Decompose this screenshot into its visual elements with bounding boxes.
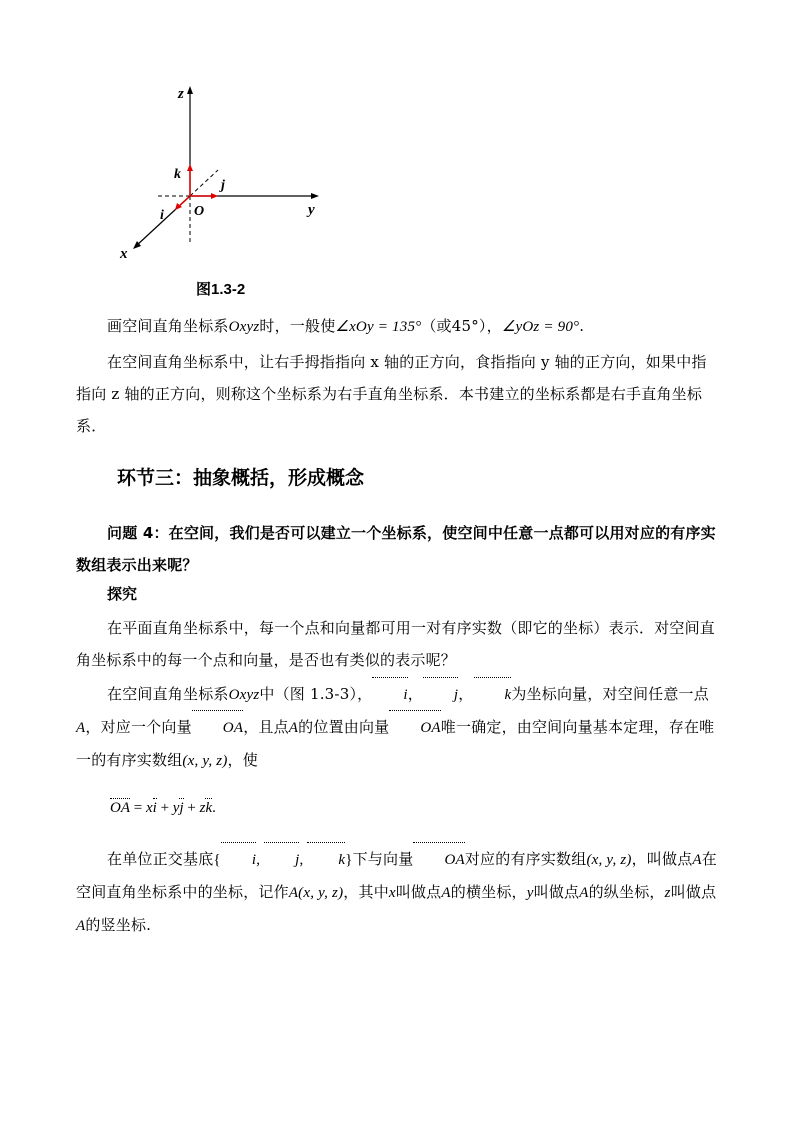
vector-j: j — [264, 844, 299, 876]
text: . — [579, 317, 585, 335]
vector-i: i — [221, 844, 256, 876]
text: ，对应一个向量 — [85, 718, 192, 736]
comma: , — [256, 852, 265, 868]
math-angle-yoz: ∠yOz = 90° — [501, 319, 580, 335]
text: 时，一般使 — [259, 317, 336, 335]
coef-y: y — [172, 800, 180, 816]
paragraph-right-hand: 在空间直角坐标系中，让右手拇指指向 x 轴的正方向，食指指向 y 轴的正方向，如果中指指向 z 轴的正方向，则称这个坐标系为右手直角坐标系．本书建立的坐标系都是右手直角坐标系． — [76, 353, 707, 435]
x-dash — [190, 170, 218, 196]
paragraph-explore: 在平面直角坐标系中，每一个点和向量都可用一对有序实数（即它的坐标）表示．对空间直角坐标系中的每一个点和向量，是否也有类似的表示呢？ — [76, 619, 716, 669]
text: 唯一确定，由空间向量基本定理，存在唯一的有序实数组 — [76, 718, 715, 769]
text: 叫做点 — [670, 883, 717, 901]
text: 的横坐标， — [450, 883, 527, 901]
paragraph-draw-system — [76, 310, 721, 343]
text: 中（图 1.3-3）， — [259, 685, 373, 703]
text: 的竖坐标. — [85, 916, 152, 934]
i-label: i — [160, 208, 164, 223]
vector-equation — [110, 798, 216, 817]
text: 对应的有序实数组 — [464, 850, 587, 868]
text: 的位置由向量 — [298, 718, 390, 736]
text: ，叫做点 — [631, 850, 693, 868]
vector-k: k — [205, 800, 213, 816]
math-system: Oxyz — [228, 319, 260, 335]
origin-label: O — [194, 204, 205, 219]
plus-sign: + — [183, 800, 200, 816]
question-4: 问题 4：在空间，我们是否可以建立一个坐标系，使空间中任意一点都可以用对应的有序实数组表示出来呢？ — [76, 524, 716, 574]
text: ，使 — [227, 751, 258, 769]
text: 为坐标向量，对空间任意一点 — [511, 685, 709, 703]
vector-oa: OA — [413, 844, 464, 876]
section-heading: 环节三：抽象概括，形成概念 — [117, 467, 365, 489]
text: ，其中 — [343, 883, 389, 901]
coef-z: z — [199, 800, 206, 816]
coordinate-system-figure — [110, 78, 350, 268]
math-x: x — [388, 885, 396, 901]
z-axis-arrow — [187, 86, 193, 94]
point-a: A — [76, 720, 86, 736]
period: . — [212, 800, 216, 816]
point-a: A — [692, 852, 702, 868]
plus-sign: + — [156, 800, 173, 816]
text: 画空间直角坐标系 — [107, 317, 229, 335]
vector-i: i — [372, 679, 407, 711]
math-coordinate: A(x, y, z) — [288, 885, 344, 901]
vector-j: j — [423, 679, 458, 711]
text: ， — [458, 685, 474, 703]
j-vector-arrow — [211, 193, 218, 199]
j-label: j — [221, 178, 225, 193]
text: 的纵坐标， — [588, 883, 665, 901]
k-vector-arrow — [187, 164, 193, 171]
comma: , — [299, 852, 308, 868]
brace-close: } — [345, 852, 353, 868]
text: 在单位正交基底 — [107, 850, 214, 868]
brace-open: { — [213, 852, 221, 868]
math-tuple: (x, y, z) — [182, 753, 228, 769]
explore-label: 探究 — [107, 585, 138, 603]
vector-oa: OA — [192, 712, 243, 744]
point-a: A — [288, 720, 299, 736]
point-a: A — [76, 918, 86, 934]
y-label: y — [308, 202, 315, 218]
vector-j: j — [179, 800, 184, 816]
text: 叫做点 — [395, 883, 442, 901]
vector-k: k — [474, 679, 512, 711]
text: 下与向量 — [352, 850, 414, 868]
paragraph-space-coordinates — [76, 678, 721, 777]
math-y: y — [526, 885, 534, 901]
text: ， — [407, 685, 423, 703]
vector-oa: OA — [389, 712, 440, 744]
vector-k: k — [307, 844, 345, 876]
text: ，且点 — [243, 718, 289, 736]
paragraph-coordinate-definition — [76, 843, 721, 942]
point-a: A — [579, 885, 589, 901]
x-label: x — [120, 246, 128, 262]
text: 在空间直角坐标系中的坐标，记作 — [76, 850, 717, 901]
k-label: k — [174, 167, 181, 182]
math-system: Oxyz — [228, 687, 260, 703]
text: 在空间直角坐标系 — [107, 685, 229, 703]
math-angle-xoy: ∠xOy = 135° — [335, 319, 422, 335]
point-a: A — [441, 885, 451, 901]
equals-sign: = — [130, 800, 146, 816]
figure-caption: 图1.3-2 — [196, 281, 246, 298]
math-z: z — [664, 885, 671, 901]
y-axis-arrow — [311, 193, 319, 199]
math-tuple: (x, y, z) — [586, 852, 632, 868]
vector-i: i — [152, 800, 157, 816]
text: 叫做点 — [533, 883, 580, 901]
vector-oa: OA — [110, 800, 130, 816]
text: （或45°）， — [421, 317, 502, 335]
z-label: z — [178, 86, 184, 102]
coef-x: x — [145, 800, 153, 816]
